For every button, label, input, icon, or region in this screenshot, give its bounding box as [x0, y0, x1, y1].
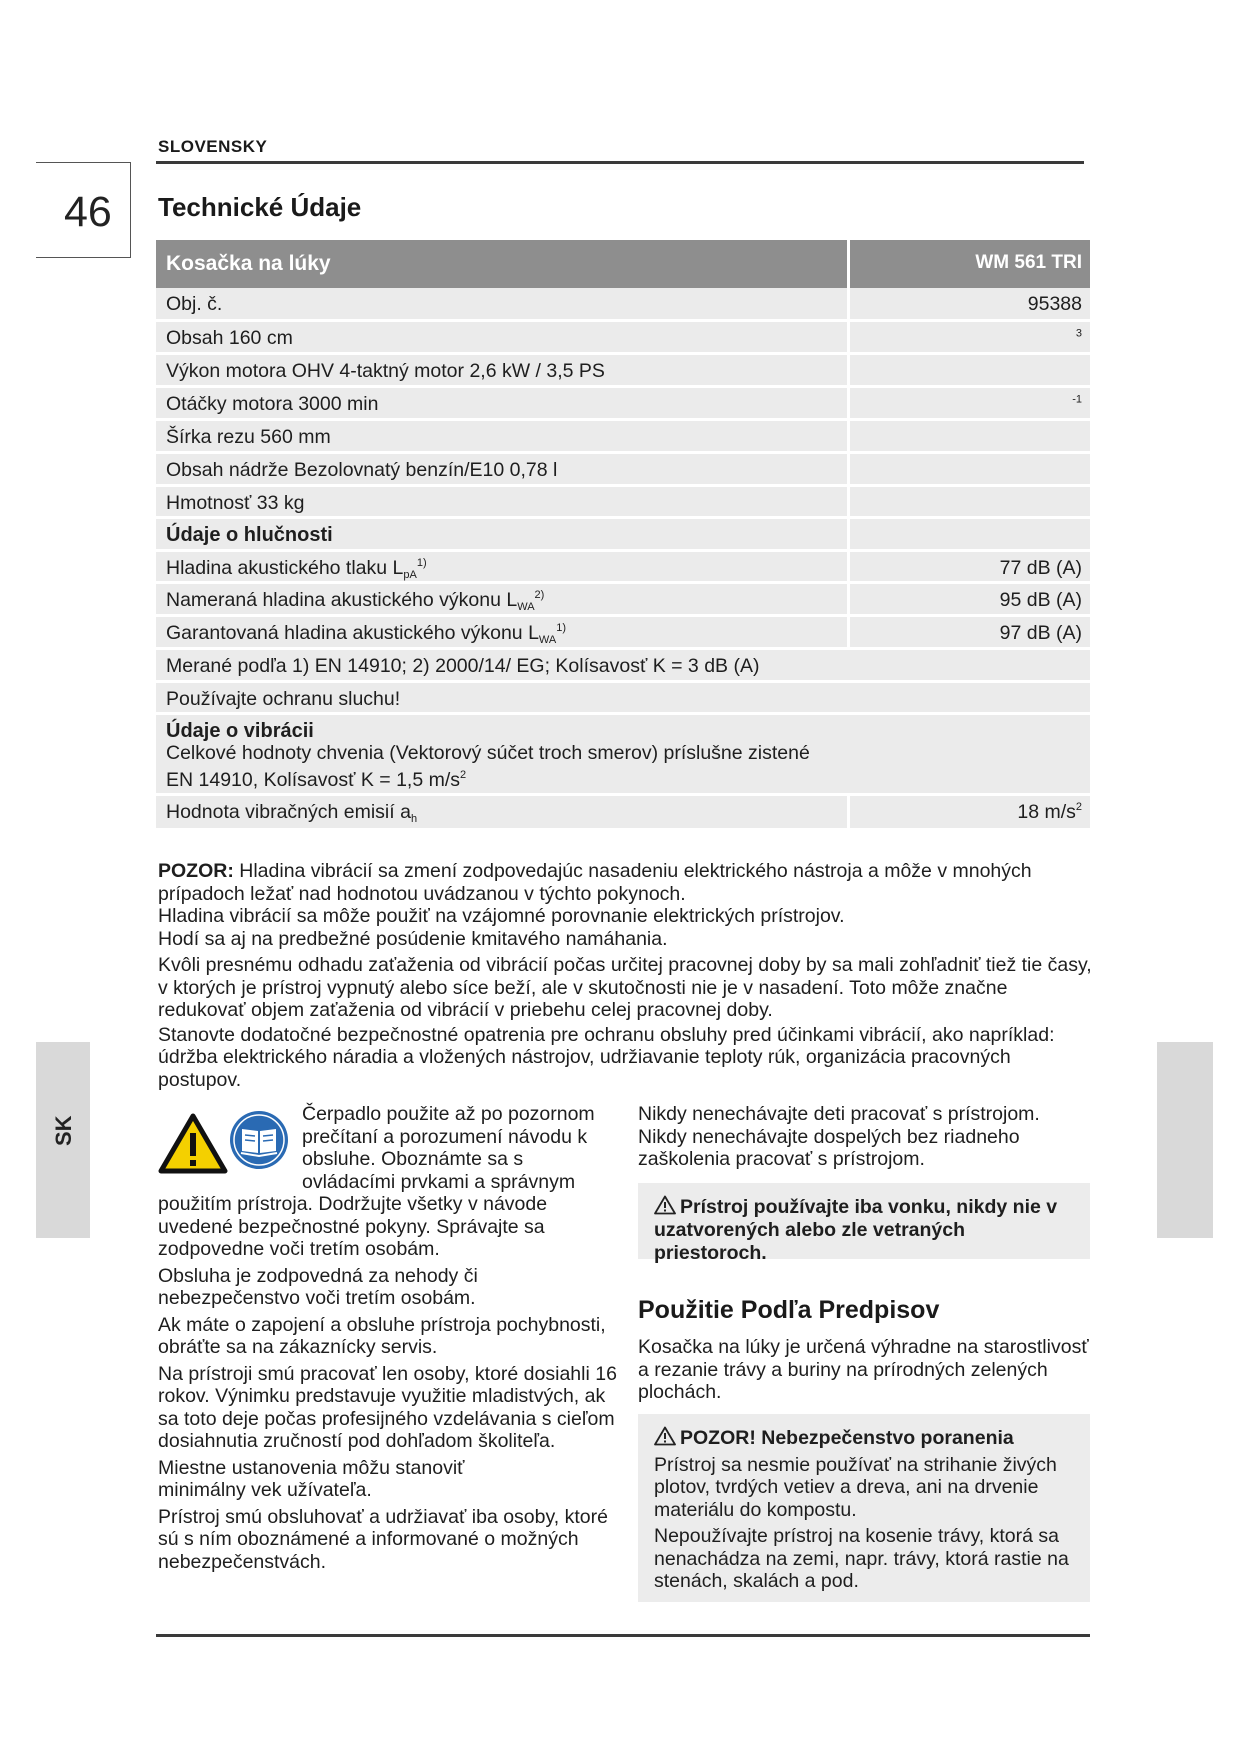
right-column-intro	[638, 1103, 1090, 1171]
row-value: 77 dB (A)	[999, 557, 1082, 579]
row-label	[156, 584, 850, 614]
hearing-note-row	[156, 683, 1090, 715]
warning-icon	[654, 1426, 676, 1446]
table-row	[156, 388, 1090, 421]
table-row	[156, 288, 1090, 322]
right-side-tab	[1157, 1042, 1213, 1238]
row-sub: WA	[538, 634, 557, 646]
pozor-block	[158, 860, 1098, 1091]
header-rule	[156, 161, 1084, 164]
row-value	[850, 519, 1090, 549]
vibration-block	[156, 715, 1090, 793]
table-row	[156, 355, 1090, 388]
row-value	[850, 388, 1090, 418]
row-value	[850, 454, 1090, 484]
pozor-p1	[158, 860, 1098, 905]
row-value	[850, 487, 1090, 516]
row-value	[850, 421, 1090, 451]
noise-heading-row	[156, 519, 1090, 552]
intended-use-text: Kosačka na lúky je určená výhradne na starostlivosť a rezanie trávy a buriny na prírodných zelených plochách.	[638, 1336, 1089, 1403]
row-label-text: Hladina akustického tlaku L	[166, 557, 404, 579]
hearing-note: Používajte ochranu sluchu!	[166, 688, 401, 710]
injury-warning-box	[638, 1414, 1090, 1602]
row-label: Obsah 160 cm	[156, 322, 850, 352]
intended-use-text-block	[638, 1336, 1090, 1404]
left-column	[158, 1103, 618, 1577]
spec-table	[156, 240, 1090, 828]
injury-warning-title: POZOR! Nebezpečenstvo poranenia	[680, 1427, 1014, 1449]
pozor-p3: Hodí sa aj na predbežné posúdenie kmitavého namáhania.	[158, 927, 668, 950]
vibration-heading: Údaje o vibrácii	[166, 720, 314, 742]
footer-rule	[156, 1634, 1090, 1637]
table-row	[156, 322, 1090, 355]
row-sub: WA	[517, 601, 535, 613]
pozor-label: POZOR:	[158, 860, 234, 882]
row-label	[156, 796, 850, 828]
row-label: Hmotnosť 33 kg	[156, 487, 850, 516]
vibration-text-2-sup: 2	[460, 769, 467, 781]
left-p3: Ak máte o zapojení a obsluhe prístroja pochybnosti, obráťte sa na zákaznícky servis.	[158, 1313, 606, 1358]
row-ref: 1)	[416, 557, 427, 569]
table-header-label: Kosačka na lúky	[156, 240, 850, 288]
table-row	[156, 454, 1090, 487]
row-label	[156, 617, 850, 647]
warning-icon	[654, 1195, 676, 1215]
vibration-text-2-wrap	[166, 764, 1080, 791]
row-ref: 1)	[556, 622, 567, 634]
vibration-text-1: Celkové hodnoty chvenia (Vektorový súčet troch smerov) príslušne zistené	[166, 742, 810, 764]
row-value	[850, 322, 1090, 352]
right-p1: Nikdy nenechávajte deti pracovať s prístrojom. Nikdy nenechávajte dospelých bez riadneho zaškolenia pracovať s prístrojom.	[638, 1103, 1040, 1170]
table-row	[156, 584, 1090, 617]
measured-note-row	[156, 650, 1090, 683]
table-row	[156, 552, 1090, 584]
row-ref: 2)	[534, 589, 545, 601]
read-manual-icon	[228, 1109, 290, 1171]
row-value: 95 dB (A)	[999, 589, 1082, 611]
table-header	[156, 240, 1090, 288]
row-sub: h	[410, 813, 418, 825]
injury-warning-p1: Prístroj sa nesmie používať na strihanie živých plotov, tvrdých vetiev a dreva, ani na drvenie materiálu do kompostu.	[654, 1453, 1057, 1521]
vibration-value: 18 m/s	[1017, 801, 1076, 823]
row-value	[850, 355, 1090, 385]
measured-note: Merané podľa 1) EN 14910; 2) 2000/14/ EG; Kolísavosť K = 3 dB (A)	[166, 655, 760, 677]
intended-use-heading: Použitie Podľa Predpisov	[638, 1296, 940, 1324]
table-row	[156, 421, 1090, 454]
table-row	[156, 487, 1090, 519]
row-value	[850, 796, 1090, 828]
outdoor-use-note	[638, 1183, 1090, 1264]
table-row	[156, 796, 1090, 828]
row-label: Obj. č.	[156, 288, 850, 319]
row-sup: -1	[1072, 393, 1082, 406]
row-label-text: Nameraná hladina akustického výkonu L	[166, 589, 518, 611]
table-header-model: WM 561 TRI	[975, 252, 1082, 273]
language-side-tab-label: SK	[51, 1115, 76, 1146]
row-sup: 3	[1075, 327, 1082, 340]
warning-triangle-icon	[158, 1113, 228, 1175]
left-p5: Miestne ustanovenia môžu stanoviť minimálny vek užívateľa.	[158, 1456, 465, 1501]
vibration-value-sup: 2	[1075, 801, 1082, 813]
safety-icons	[158, 1109, 294, 1173]
row-label-text: Hodnota vibračných emisií a	[166, 801, 411, 823]
row-label: Obsah nádrže Bezolovnatý benzín/E10 0,78 l	[156, 454, 850, 484]
left-p2: Obsluha je zodpovedná za nehody či nebezpečenstvo voči tretím osobám.	[158, 1264, 478, 1309]
row-label-text: Garantovaná hladina akustického výkonu L	[166, 622, 539, 644]
pozor-p1-text: Hladina vibrácií sa zmení zodpovedajúc nasadeniu elektrického nástroja a môže v mnohých prípadoch ležať nad hodnotou uvádzanou v týchto pokynoch.	[158, 860, 1032, 905]
table-row	[156, 617, 1090, 650]
injury-warning-title-row	[654, 1426, 1074, 1450]
section-title: Technické Údaje	[158, 192, 362, 222]
row-sub: pA	[403, 569, 417, 581]
left-p1: Čerpadlo použite až po pozornom prečítaní a porozumení návodu k obsluhe. Oboznámte sa s ovládacími prvkami a správnym použitím prístroja. Dodržujte všetky v návode uvedené bezpečnostné pokyny. Správajte sa zodpovedne voči tretím osobám.	[158, 1103, 595, 1260]
language-header: SLOVENSKY	[158, 137, 268, 156]
row-label: Šírka rezu 560 mm	[156, 421, 850, 451]
outdoor-use-text: Prístroj používajte iba vonku, nikdy nie v uzatvorených alebo zle vetraných priestoroch.	[654, 1196, 1058, 1264]
row-label: Výkon motora OHV 4-taktný motor 2,6 kW / 3,5 PS	[156, 355, 850, 385]
pozor-p4: Kvôli presnému odhadu zaťaženia od vibrácií počas určitej pracovnej doby by sa mali zohľadniť tiež tie časy, v ktorých je prístroj vypnutý alebo síce beží, ale v skutočnosti nie je v nasadení. Toto môže značne redukovať objem zaťaženia od vibrácií v priebehu celej pracovnej doby.	[158, 954, 1092, 1021]
vibration-block-row	[156, 715, 1090, 796]
pozor-p2: Hladina vibrácií sa môže použiť na vzájomné porovnanie elektrických prístrojov.	[158, 905, 845, 927]
injury-warning-p2: Nepoužívajte prístroj na kosenie trávy, ktorá sa nenachádza na zemi, napr. trávy, ktorá rastie na stenách, skalách a pod.	[654, 1525, 1069, 1592]
vibration-text-2: EN 14910, Kolísavosť K = 1,5 m/s	[166, 769, 461, 791]
row-label: Otáčky motora 3000 min	[156, 388, 850, 418]
row-value: 95388	[1027, 293, 1082, 315]
left-p6: Prístroj smú obsluhovať a udržiavať iba osoby, ktoré sú s ním oboznámené a informované o možných nebezpečenstvách.	[158, 1505, 608, 1573]
noise-heading: Údaje o hlučnosti	[156, 519, 850, 549]
row-value: 97 dB (A)	[999, 622, 1082, 644]
left-p4: Na prístroji smú pracovať len osoby, ktoré dosiahli 16 rokov. Výnimku predstavuje využitie mladistvých, ak sa toto deje počas profesijného vzdelávania s cieľom dosiahnutia zručností pod dohľadom školiteľa.	[158, 1362, 617, 1452]
page-number: 46	[64, 188, 112, 236]
row-label	[156, 552, 850, 581]
pozor-p5: Stanovte dodatočné bezpečnostné opatrenia pre ochranu obsluhy pred účinkami vibrácií, ako napríklad: údržba elektrického náradia a vložených nástrojov, udržiavanie teploty rúk, organizácia pracovných postupov.	[158, 1023, 1055, 1091]
